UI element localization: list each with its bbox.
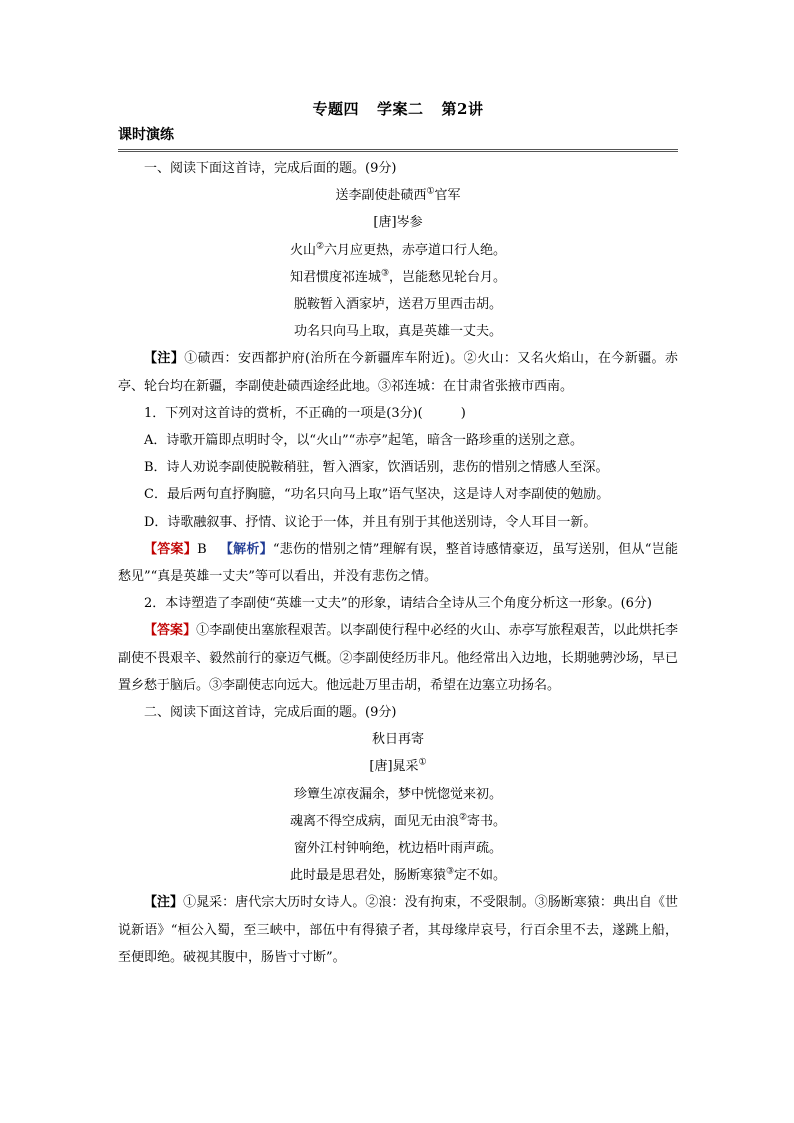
section-heading: 课时演练 bbox=[118, 124, 678, 152]
document-page bbox=[118, 96, 678, 971]
q1-poem-title: 送李副使赴碛西①官军 bbox=[335, 186, 461, 204]
q2-note: 【注】①晁采：唐代宗大历时女诗人。②浪：没有拘束，不受限制。③肠断寒猿：典出自《世说新语》“桓公入蜀，至三峡中，部伍中有得猿子者，其母缘岸哀号，行百余里不去，遂跳上船，至便即绝。破视其腹中，肠皆寸寸断”。 bbox=[118, 895, 678, 965]
q1-sub2-answer: 【答案】①李副使出塞旅程艰苦。以李副使行程中必经的火山、赤亭写旅程艰苦，以此烘托李副使不畏艰辛、毅然前行的豪迈气概。②李副使经历非凡。他经常出入边地，长期驰骋沙场，早已置乡愁于脑后。③李副使志向远大。他远赴万里击胡，希望在边塞立功扬名。 bbox=[118, 623, 678, 693]
q1-poem-line: 功名只向马上取，真是英雄一丈夫。 bbox=[293, 324, 502, 340]
title-topic: 专题四 bbox=[312, 100, 360, 118]
q2-poem-author: [唐]晁采① bbox=[369, 758, 427, 775]
q2-poem-line: 魂离不得空成病，面见无由浪②寄书。 bbox=[289, 812, 507, 829]
title-case: 学案二 bbox=[377, 100, 424, 118]
q1-sub2-stem: 2．本诗塑造了李副使“英雄一丈夫”的形象，请结合全诗从三个角度分析这一形象。(6分) bbox=[144, 596, 652, 612]
q1-poem-line: 知君惯度祁连城③，岂能愁见轮台月。 bbox=[289, 268, 507, 285]
q2-instruction: 二、阅读下面这首诗，完成后面的题。(9分) bbox=[144, 705, 397, 721]
q2-poem-title: 秋日再寄 bbox=[371, 732, 424, 748]
q2-poem-line: 窗外江村钟响绝，枕边梧叶雨声疏。 bbox=[293, 841, 502, 857]
q1-option-c: C．最后两句直抒胸臆，“功名只向马上取”语气坚决，这是诗人对李副使的勉励。 bbox=[144, 487, 610, 503]
q1-sub1-answer: 【答案】B 【解析】“悲伤的惜别之情”理解有误，整首诗感情豪迈，虽写送别，但从“岂能愁见”“真是英雄一丈夫”等可以看出，并没有悲伤之情。 bbox=[118, 541, 678, 585]
q1-option-b: B．诗人劝说李副使脱鞍稍驻，暂入酒家，饮酒话别，悲伤的惜别之情感人至深。 bbox=[144, 460, 609, 476]
q2-poem-line: 此时最是思君处，肠断寒猿③定不如。 bbox=[289, 866, 507, 884]
q2-poem-line: 珍簟生凉夜漏余，梦中恍惚觉来初。 bbox=[293, 786, 502, 802]
q1-poem-author: [唐]岑参 bbox=[373, 215, 423, 231]
q1-option-d: D．诗歌融叙事、抒情、议论于一体，并且有别于其他送别诗，令人耳目一新。 bbox=[144, 514, 597, 530]
page-title bbox=[118, 96, 678, 122]
title-lecture: 第2讲 bbox=[441, 100, 484, 118]
q1-note: 【注】①碛西：安西都护府(治所在今新疆库车附近)。②火山：又名火焰山，在今新疆。赤亭、轮台均在新疆，李副使赴碛西途经此地。③祁连城：在甘肃省张掖市西南。 bbox=[118, 351, 678, 394]
q1-instruction: 一、阅读下面这首诗，完成后面的题。(9分) bbox=[144, 161, 397, 176]
q1-poem-line: 火山②六月应更热，赤亭道口行人绝。 bbox=[289, 241, 507, 258]
q1-option-a: A．诗歌开篇即点明时令，以“火山”“赤亭”起笔，暗含一路珍重的送别之意。 bbox=[144, 433, 583, 449]
q1-sub1-stem: 1．下列对这首诗的赏析，不正确的一项是(3分)( ) bbox=[144, 405, 466, 421]
q1-poem-line: 脱鞍暂入酒家垆，送君万里西击胡。 bbox=[293, 297, 502, 313]
